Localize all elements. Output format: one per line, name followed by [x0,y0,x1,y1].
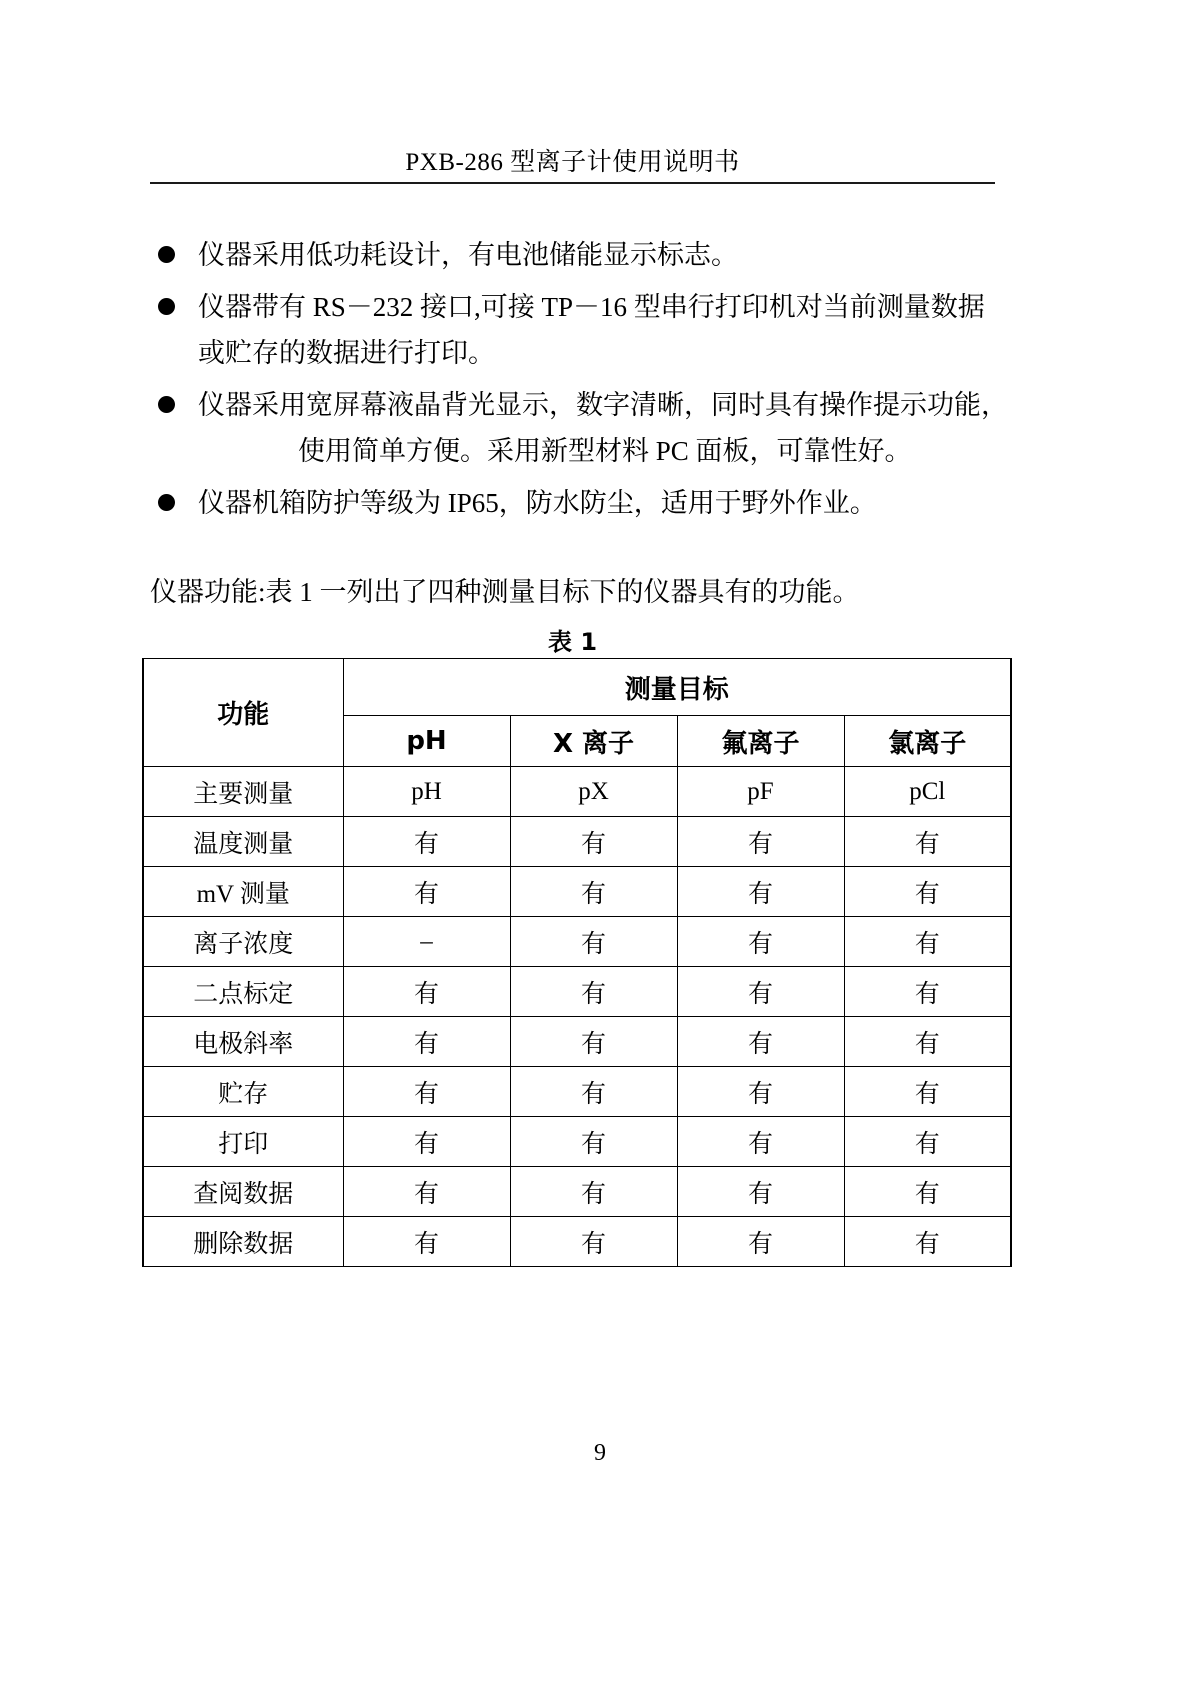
table-body [143,767,1011,1267]
table-cell: 有 [677,917,844,967]
table-row [143,1067,1011,1117]
bullet-dot-icon [158,246,175,263]
table-cell: 有 [677,1167,844,1217]
table-caption: 表 1 [547,628,598,656]
table-header-function: 功能 [143,659,343,767]
table-cell: 有 [844,967,1011,1017]
table-row [143,1167,1011,1217]
table-cell: 有 [343,1017,510,1067]
table-header-col-fluoride-ion: 氟离子 [677,716,844,767]
bullet-line: 仪器采用宽屏幕液晶背光显示，数字清晰，同时具有操作提示功能， [198,390,1008,420]
table-header-measure-target: 测量目标 [343,659,1011,716]
table-cell: pCl [844,767,1011,817]
table-row [143,917,1011,967]
table-cell: 有 [510,1017,677,1067]
table-row-label: 温度测量 [143,817,343,867]
table-cell: 有 [677,1017,844,1067]
table-cell: 有 [343,817,510,867]
table-row-label: 离子浓度 [143,917,343,967]
table-row [143,1217,1011,1267]
table-row-label: 打印 [143,1117,343,1167]
table-row-label: 二点标定 [143,967,343,1017]
function-table [142,658,1012,1267]
table-row [143,967,1011,1017]
table-cell: 有 [343,1217,510,1267]
bullet-dot-icon [158,396,175,413]
bullet-item [150,284,1010,376]
table-header-col-chloride-ion: 氯离子 [844,716,1011,767]
table-header-col-x-ion: X 离子 [510,716,677,767]
bullet-dot-icon [158,494,175,511]
table-row [143,1017,1011,1067]
table-cell: 有 [677,1067,844,1117]
table-cell: – [343,917,510,967]
table-cell: 有 [510,967,677,1017]
table-cell: 有 [844,1167,1011,1217]
table-row-label: 电极斜率 [143,1017,343,1067]
table-cell: pH [343,767,510,817]
table-row [143,817,1011,867]
running-header [150,148,995,178]
page-number: 9 [594,1440,606,1466]
bullet-line: 仪器采用低功耗设计，有电池储能显示标志。 [198,240,738,270]
table-row [143,867,1011,917]
table-row-label: 主要测量 [143,767,343,817]
bullet-line: 或贮存的数据进行打印。 [198,338,495,368]
bullet-line: 使用简单方便。采用新型材料 PC 面板，可靠性好。 [298,436,912,466]
bullet-line: 仪器带有 RS－232 接口,可接 TP－16 型串行打印机对当前测量数据 [198,292,985,322]
function-table-wrapper [142,658,1012,1267]
bullet-item [150,480,1010,526]
table-cell: 有 [844,817,1011,867]
table-row [143,767,1011,817]
table-intro-paragraph: 仪器功能:表 1 一列出了四种测量目标下的仪器具有的功能。 [150,577,860,607]
table-row [143,1117,1011,1167]
header-divider-rule [150,182,995,184]
table-cell: 有 [677,817,844,867]
table-cell: 有 [343,1067,510,1117]
table-cell: 有 [510,817,677,867]
table-cell: 有 [343,967,510,1017]
table-cell: 有 [343,1167,510,1217]
table-row-label: mV 测量 [143,867,343,917]
table-cell: 有 [510,917,677,967]
table-cell: 有 [844,1117,1011,1167]
table-header [143,659,1011,767]
table-row-label: 查阅数据 [143,1167,343,1217]
table-cell: 有 [343,867,510,917]
table-cell: 有 [343,1117,510,1167]
table-cell: 有 [510,1117,677,1167]
bullet-item [150,232,1010,278]
table-cell: 有 [677,1117,844,1167]
table-row-label: 贮存 [143,1067,343,1117]
bullet-dot-icon [158,298,175,315]
table-cell: 有 [677,867,844,917]
table-cell: 有 [844,867,1011,917]
table-row-label: 删除数据 [143,1217,343,1267]
table-cell: 有 [510,1217,677,1267]
table-cell: 有 [510,1167,677,1217]
bullet-item [150,382,1010,474]
table-cell: 有 [844,1017,1011,1067]
table-cell: 有 [844,1067,1011,1117]
table-cell: 有 [844,1217,1011,1267]
table-cell: 有 [844,917,1011,967]
table-cell: 有 [677,1217,844,1267]
header-title: PXB-286 型离子计使用说明书 [405,149,740,176]
table-cell: 有 [510,867,677,917]
table-header-col-ph: pH [343,716,510,767]
bullet-line: 仪器机箱防护等级为 IP65，防水防尘，适用于野外作业。 [198,488,877,518]
table-cell: pF [677,767,844,817]
table-cell: 有 [510,1067,677,1117]
table-cell: pX [510,767,677,817]
table-cell: 有 [677,967,844,1017]
table-header-row-group [143,659,1011,716]
feature-bullet-list [150,232,1010,532]
